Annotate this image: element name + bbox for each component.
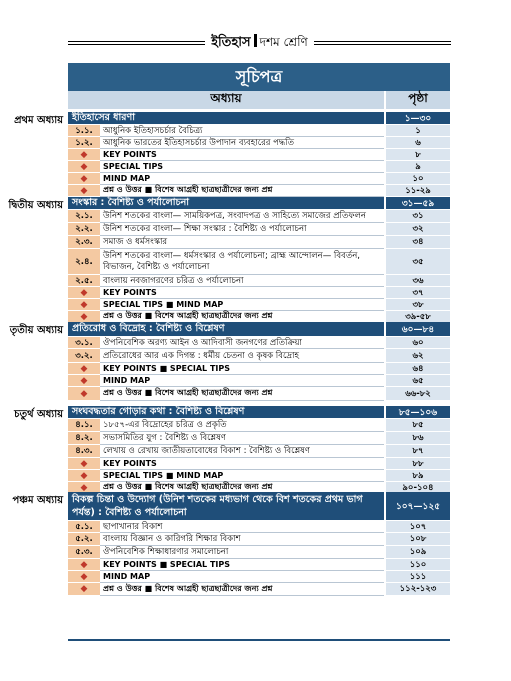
topic-page: ৩২ bbox=[386, 223, 450, 236]
topic-text: KEY POINTS bbox=[100, 458, 384, 470]
topic-page: ৩৯-৫৮ bbox=[386, 311, 450, 323]
bullet-diamond-icon: ◆ bbox=[68, 482, 100, 494]
topic-page: ৩৭ bbox=[386, 287, 450, 299]
topic-page: ১০৮ bbox=[386, 533, 450, 546]
topic-page: ১০৭ bbox=[386, 521, 450, 533]
topic-page: ৮৭ bbox=[386, 445, 450, 458]
topic-number: ৪.২. bbox=[68, 432, 100, 445]
bullet-diamond-icon: ◆ bbox=[68, 375, 100, 387]
topic-page: ৬ bbox=[386, 137, 450, 149]
topic-page: ১০ bbox=[386, 173, 450, 185]
topic-text: SPECIAL TIPS ■ MIND MAP bbox=[100, 299, 384, 311]
topic-page: ৮৯ bbox=[386, 470, 450, 482]
toc-row[interactable] bbox=[68, 571, 450, 583]
topic-text: বাংলায় বিজ্ঞান ও কারিগরি শিক্ষার বিকাশ bbox=[100, 533, 384, 546]
toc-row[interactable] bbox=[68, 137, 450, 149]
column-header-chapter: অধ্যায় bbox=[68, 91, 384, 109]
topic-text: KEY POINTS ■ SPECIAL TIPS bbox=[100, 363, 384, 375]
bullet-diamond-icon: ◆ bbox=[68, 287, 100, 299]
toc-row[interactable] bbox=[68, 337, 450, 349]
topic-page: ১০৯ bbox=[386, 546, 450, 559]
header-divider bbox=[254, 34, 257, 47]
topic-text: আধুনিক ভারতের ইতিহাসচর্চার উপাদান ব্যবহারের পদ্ধতি bbox=[100, 137, 384, 149]
topic-page: ৬০ bbox=[386, 337, 450, 349]
topic-page: ৩১ bbox=[386, 210, 450, 223]
bullet-diamond-icon: ◆ bbox=[68, 559, 100, 571]
topic-number: ২.৩. bbox=[68, 236, 100, 249]
chapter-title[interactable]: সংস্কার : বৈশিষ্ট্য ও পর্যালোচনা bbox=[68, 197, 384, 209]
toc-row[interactable] bbox=[68, 149, 450, 161]
header-rule-left bbox=[68, 41, 205, 45]
topic-page: ৮৬ bbox=[386, 432, 450, 445]
topic-text: MIND MAP bbox=[100, 571, 384, 583]
topic-page: ৩৮ bbox=[386, 299, 450, 311]
topic-text: MIND MAP bbox=[100, 375, 384, 387]
bullet-diamond-icon: ◆ bbox=[68, 387, 100, 401]
chapter-label: দ্বিতীয় অধ্যায় bbox=[8, 200, 63, 211]
chapter-page-range: ৬০—৮৪ bbox=[386, 322, 450, 336]
bullet-diamond-icon: ◆ bbox=[68, 470, 100, 482]
chapter-page-range: ৮৫—১০৬ bbox=[386, 406, 450, 418]
topic-page: ৬৫ bbox=[386, 375, 450, 387]
topic-text: উনিশ শতকের বাংলা— সাময়িকপত্র, সংবাদপত্র ও সাহিত্যে সমাজের প্রতিফলন bbox=[100, 210, 384, 223]
topic-text: আধুনিক ইতিহাসচর্চার বৈচিত্র্য bbox=[100, 125, 384, 137]
topic-page: ৩৬ bbox=[386, 275, 450, 287]
bullet-diamond-icon: ◆ bbox=[68, 173, 100, 185]
topic-text: প্রশ্ন ও উত্তর ■ বিশেষ আগ্রহী ছাত্রছাত্রীদের জন্য প্রশ্ন bbox=[100, 583, 384, 596]
topic-text: প্রশ্ন ও উত্তর ■ বিশেষ আগ্রহী ছাত্রছাত্রীদের জন্য প্রশ্ন bbox=[100, 185, 384, 197]
topic-text: SPECIAL TIPS ■ MIND MAP bbox=[100, 470, 384, 482]
bullet-diamond-icon: ◆ bbox=[68, 458, 100, 470]
toc-title: সূচিপত্র bbox=[68, 63, 450, 91]
topic-number: ৪.৩. bbox=[68, 445, 100, 458]
chapter-title[interactable]: ইতিহাসের ধারণা bbox=[68, 112, 384, 124]
topic-number: ৩.১. bbox=[68, 337, 100, 349]
topic-page: ৩৪ bbox=[386, 236, 450, 249]
topic-text: প্রতিরোধের আর এক দিগন্ত : ধর্মীয় চেতনা ও কৃষক বিদ্রোহ bbox=[100, 349, 384, 363]
topic-number: ২.৫. bbox=[68, 275, 100, 287]
topic-text: সভাসমিতির যুগ : বৈশিষ্ট্য ও বিশ্লেষণ bbox=[100, 432, 384, 445]
chapter-title[interactable]: বিকল্প চিন্তা ও উদ্যোগ (উনিশ শতকের মধ্যভাগ থেকে বিশ শতকের প্রথম ভাগ পর্যন্ত) : বৈশিষ্ট্য ও পর্যালোচনা bbox=[68, 492, 384, 520]
topic-text: প্রশ্ন ও উত্তর ■ বিশেষ আগ্রহী ছাত্রছাত্রীদের জন্য প্রশ্ন bbox=[100, 387, 384, 401]
chapter-label: প্রথম অধ্যায় bbox=[14, 115, 63, 126]
chapter-page-range: ১—৩০ bbox=[386, 112, 450, 124]
running-header bbox=[68, 32, 451, 54]
topic-number: ৫.১. bbox=[68, 521, 100, 533]
topic-number: ২.১. bbox=[68, 210, 100, 223]
topic-text: বাংলায় নবজাগরণের চরিত্র ও পর্যালোচনা bbox=[100, 275, 384, 287]
chapter-page-range: ৩১—৫৯ bbox=[386, 197, 450, 209]
footer-rule bbox=[68, 639, 450, 641]
topic-page: ৮৮ bbox=[386, 458, 450, 470]
topic-page: ৮৫ bbox=[386, 419, 450, 432]
header-title bbox=[205, 33, 314, 54]
toc-row[interactable] bbox=[68, 363, 450, 375]
topic-page: ৯০-১০৪ bbox=[386, 482, 450, 494]
bullet-diamond-icon: ◆ bbox=[68, 299, 100, 311]
chapter-label: পঞ্চম অধ্যায় bbox=[12, 495, 63, 506]
topic-page: ৮ bbox=[386, 149, 450, 161]
chapter-label: চতুর্থ অধ্যায় bbox=[14, 409, 63, 420]
topic-page: ৩৫ bbox=[386, 249, 450, 275]
topic-page: ৬২ bbox=[386, 349, 450, 363]
topic-page: ১১২-১২৩ bbox=[386, 583, 450, 596]
bullet-diamond-icon: ◆ bbox=[68, 161, 100, 173]
toc-row[interactable] bbox=[68, 249, 450, 275]
topic-number: ৫.৩. bbox=[68, 546, 100, 559]
bullet-diamond-icon: ◆ bbox=[68, 311, 100, 323]
topic-text: ১৮৫৭-এর বিদ্রোহের চরিত্র ও প্রকৃতি bbox=[100, 419, 384, 432]
toc-row[interactable] bbox=[68, 559, 450, 571]
toc-row[interactable] bbox=[68, 375, 450, 387]
bullet-diamond-icon: ◆ bbox=[68, 185, 100, 197]
header-class: দশম শ্রেণি bbox=[259, 34, 308, 49]
topic-text: ছাপাখানার বিকাশ bbox=[100, 521, 384, 533]
topic-text: SPECIAL TIPS bbox=[100, 161, 384, 173]
column-header-page: পৃষ্ঠা bbox=[386, 91, 450, 109]
bullet-diamond-icon: ◆ bbox=[68, 149, 100, 161]
toc-row[interactable] bbox=[68, 236, 450, 249]
topic-page: ১১-২৯ bbox=[386, 185, 450, 197]
topic-page: ৬৪ bbox=[386, 363, 450, 375]
topic-number: ১.২. bbox=[68, 137, 100, 149]
topic-number: ৫.২. bbox=[68, 533, 100, 546]
toc-row[interactable] bbox=[68, 161, 450, 173]
topic-page: ১১০ bbox=[386, 559, 450, 571]
toc-row[interactable] bbox=[68, 583, 450, 596]
toc-row[interactable] bbox=[68, 387, 450, 401]
toc-row[interactable] bbox=[68, 275, 450, 287]
topic-number: ৪.১. bbox=[68, 419, 100, 432]
topic-page: ১১১ bbox=[386, 571, 450, 583]
chapter-page-range: ১০৭—১২৫ bbox=[386, 492, 450, 520]
topic-page: ১ bbox=[386, 125, 450, 137]
bullet-diamond-icon: ◆ bbox=[68, 363, 100, 375]
toc-row[interactable] bbox=[68, 546, 450, 559]
topic-text: প্রশ্ন ও উত্তর ■ বিশেষ আগ্রহী ছাত্রছাত্রীদের জন্য প্রশ্ন bbox=[100, 311, 384, 323]
topic-number: ২.২. bbox=[68, 223, 100, 236]
chapter-label: তৃতীয় অধ্যায় bbox=[9, 325, 63, 336]
topic-text: প্রশ্ন ও উত্তর ■ বিশেষ আগ্রহী ছাত্রছাত্রীদের জন্য প্রশ্ন bbox=[100, 482, 384, 494]
topic-text: সমাজ ও ধর্মসংস্কার bbox=[100, 236, 384, 249]
topic-number: ২.৪. bbox=[68, 249, 100, 275]
topic-text: ঔপনিবেশিক শিক্ষাধারণার সমালোচনা bbox=[100, 546, 384, 559]
chapter-title[interactable]: প্রতিরোধ ও বিদ্রোহ : বৈশিষ্ট্য ও বিশ্লেষণ bbox=[68, 322, 384, 336]
bullet-diamond-icon: ◆ bbox=[68, 583, 100, 596]
bullet-diamond-icon: ◆ bbox=[68, 571, 100, 583]
toc-row[interactable] bbox=[68, 287, 450, 299]
toc-row[interactable] bbox=[68, 458, 450, 470]
topic-page: ৯ bbox=[386, 161, 450, 173]
toc-row[interactable] bbox=[68, 349, 450, 363]
topic-text: উনিশ শতকের বাংলা— ধর্মসংস্কার ও পর্যালোচনা; ব্রাহ্ম আন্দোলন— বিবর্তন, বিভাজন, বৈশিষ্ট্য ও পর্যালোচনা bbox=[100, 249, 384, 275]
header-rule-right bbox=[314, 41, 451, 45]
topic-text: KEY POINTS bbox=[100, 287, 384, 299]
topic-text: MIND MAP bbox=[100, 173, 384, 185]
topic-text: লেখায় ও রেখায় জাতীয়তাবোধের বিকাশ : বৈশিষ্ট্য ও বিশ্লেষণ bbox=[100, 445, 384, 458]
topic-page: ৬৬-৮২ bbox=[386, 387, 450, 401]
topic-text: ঔপনিবেশিক অরণ্য আইন ও আদিবাসী জনগণের প্রতিক্রিয়া bbox=[100, 337, 384, 349]
topic-text: KEY POINTS bbox=[100, 149, 384, 161]
topic-text: KEY POINTS ■ SPECIAL TIPS bbox=[100, 559, 384, 571]
topic-text: উনিশ শতকের বাংলা— শিক্ষা সংস্কার : বৈশিষ্ট্য ও পর্যালোচনা bbox=[100, 223, 384, 236]
topic-number: ৩.২. bbox=[68, 349, 100, 363]
chapter-title[interactable]: সংঘবদ্ধতার গোড়ার কথা : বৈশিষ্ট্য ও বিশ্লেষণ bbox=[68, 406, 384, 418]
topic-number: ১.১. bbox=[68, 125, 100, 137]
header-subject: ইতিহাস bbox=[211, 34, 251, 50]
toc-row[interactable] bbox=[68, 445, 450, 458]
